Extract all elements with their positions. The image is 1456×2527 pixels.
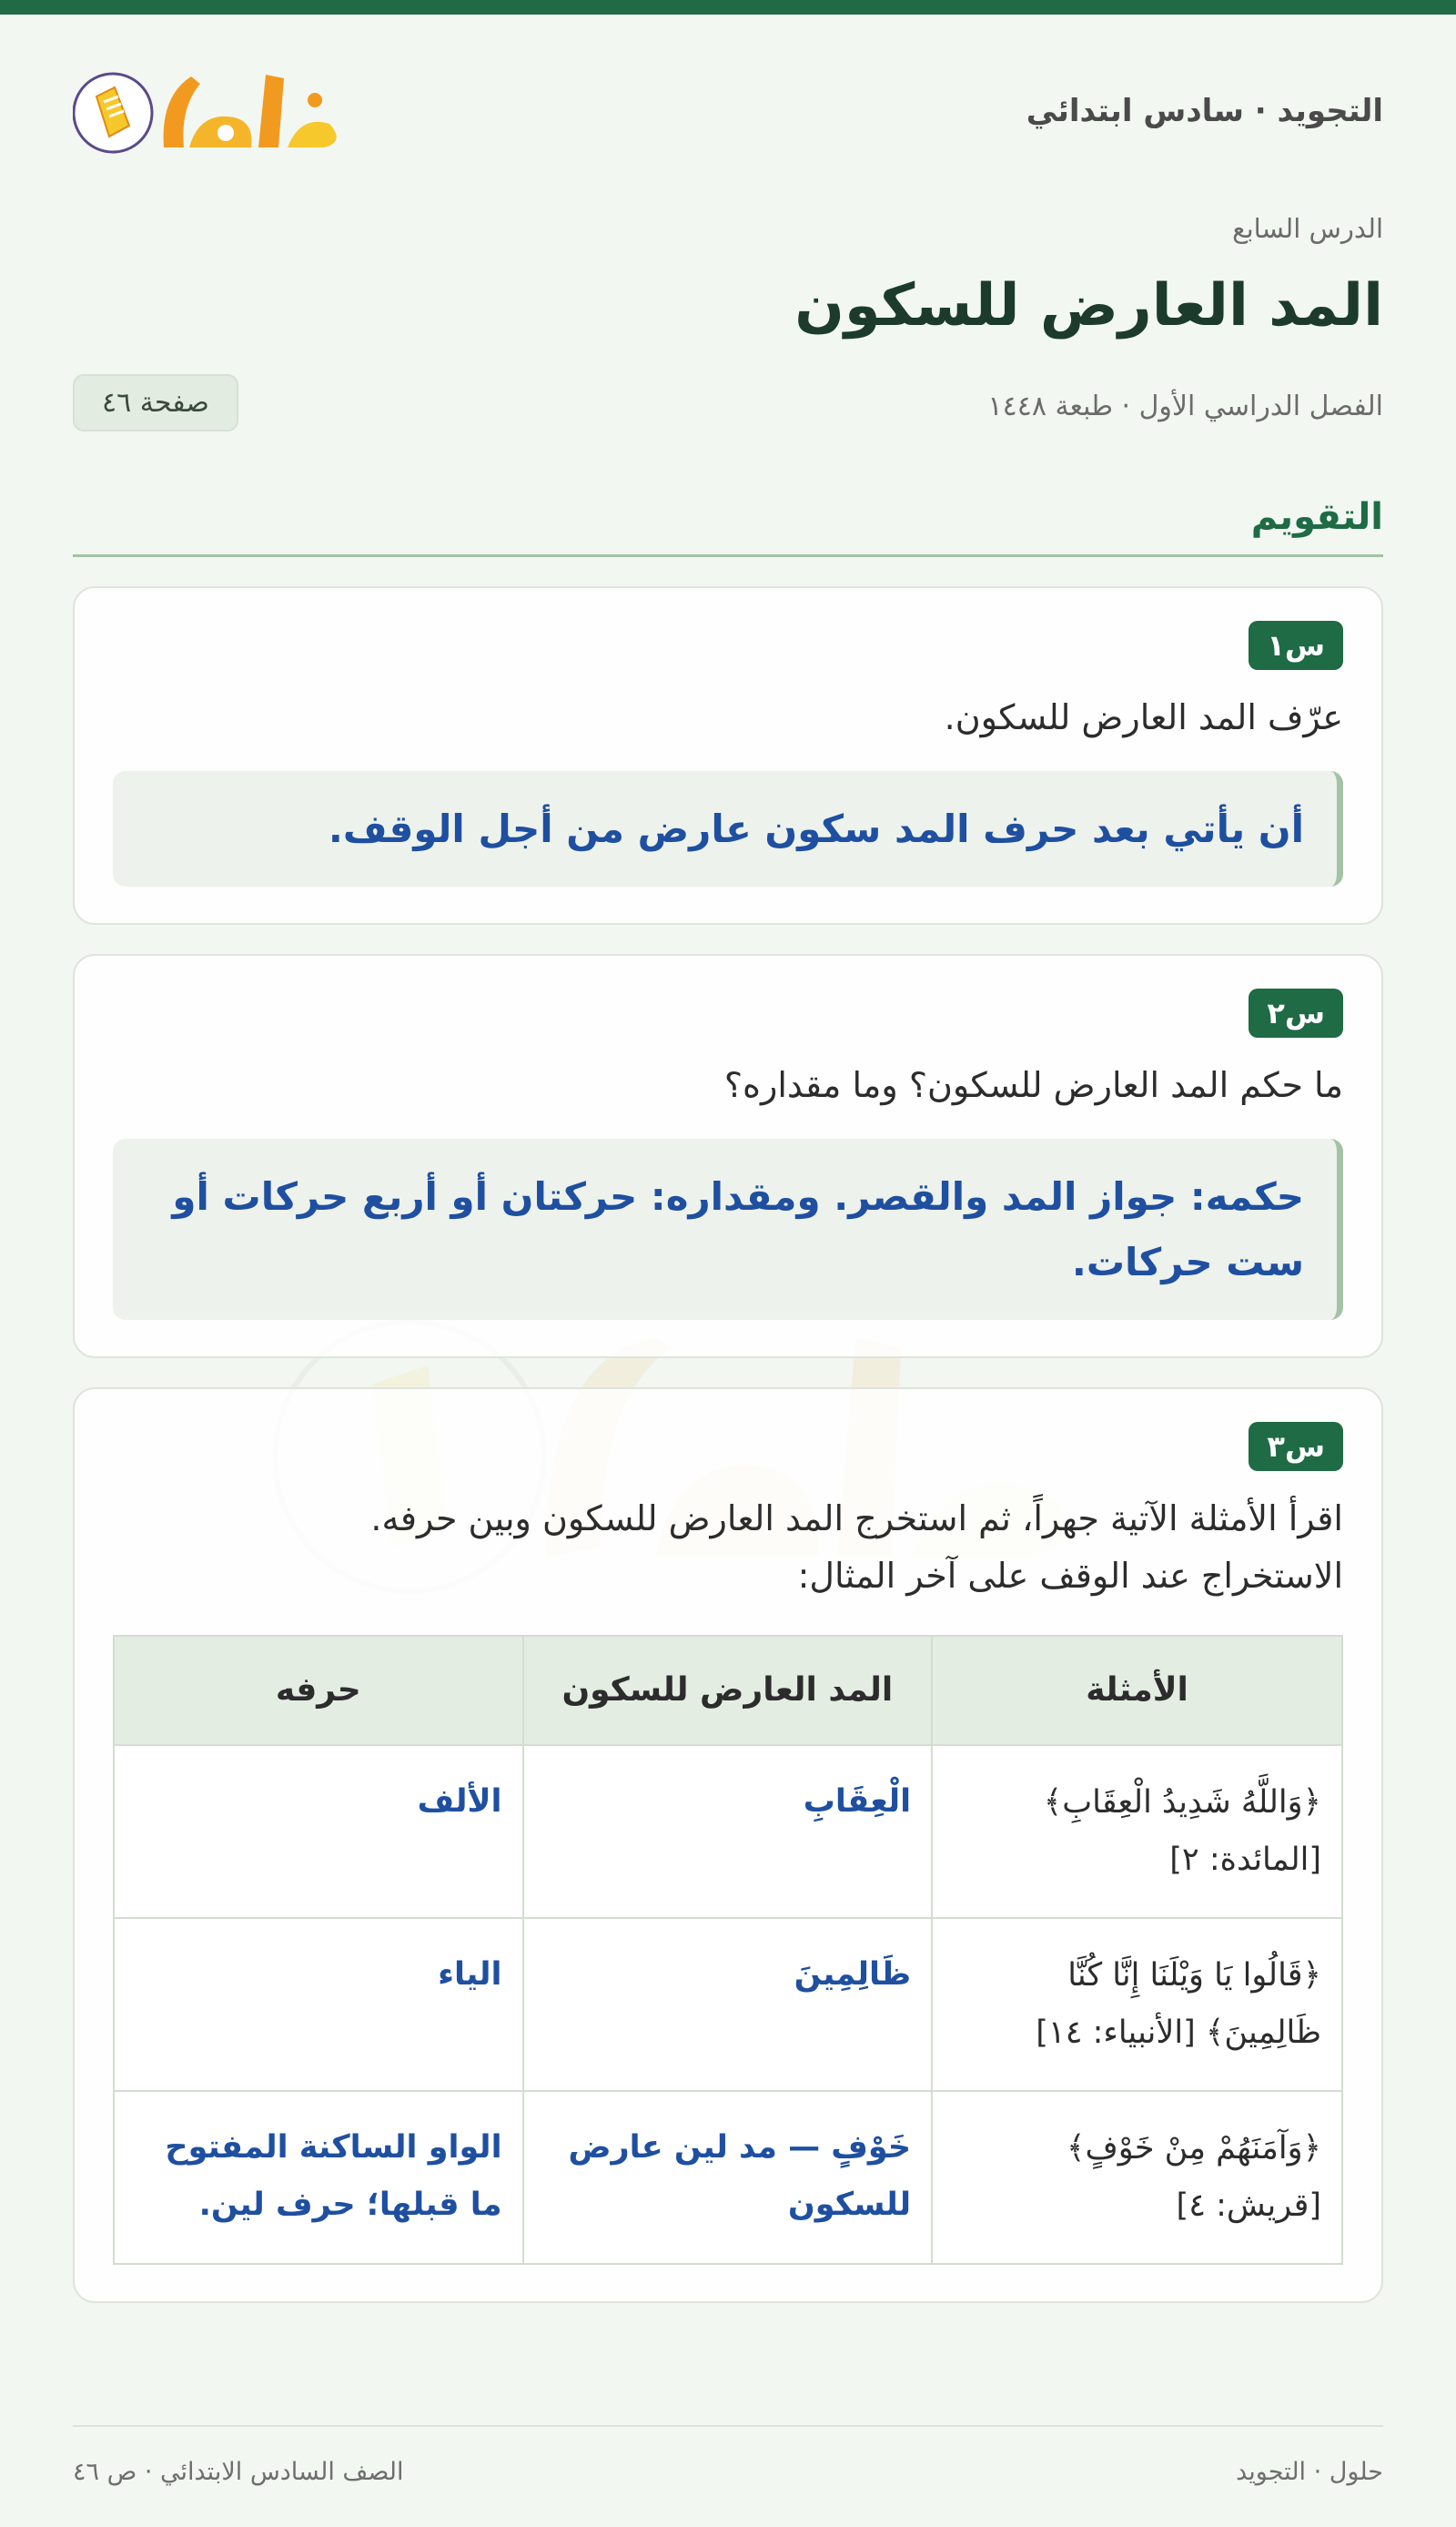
example-cell: ﴿وَآمَنَهُمْ مِنْ خَوْفٍ﴾ [قريش: ٤]: [932, 2091, 1342, 2264]
lesson-title: المد العارض للسكون: [794, 272, 1383, 340]
question-badge: س٢: [1249, 989, 1343, 1038]
answers-table: [113, 1635, 1343, 2265]
column-header-madd: المد العارض للسكون: [523, 1636, 933, 1745]
edition-info: الفصل الدراسي الأول · طبعة ١٤٤٨: [987, 390, 1383, 422]
example-cell: ﴿وَاللَّهُ شَدِيدُ الْعِقَابِ﴾ [المائدة: ٢]: [932, 1745, 1342, 1918]
table-header-row: [114, 1636, 1342, 1745]
table-row: [114, 2091, 1342, 2264]
example-cell: ﴿قَالُوا يَا وَيْلَنَا إِنَّا كُنَّا ظَالِمِينَ﴾ [الأنبياء: ١٤]: [932, 1918, 1342, 2091]
question-card-1: [73, 586, 1383, 925]
question-text: ما حكم المد العارض للسكون؟ وما مقداره؟: [723, 1065, 1343, 1106]
letter-cell: الألف: [114, 1745, 523, 1918]
letter-cell: الياء: [114, 1918, 523, 2091]
column-header-examples: الأمثلة: [932, 1636, 1342, 1745]
table-row: [114, 1745, 1342, 1918]
table-row: [114, 1918, 1342, 2091]
footer-grade-page: الصف السادس الابتدائي · ص ٤٦: [73, 2458, 404, 2486]
madd-cell: خَوْفٍ — مد لين عارض للسكون: [523, 2091, 933, 2264]
question-text: عرّف المد العارض للسكون.: [944, 696, 1343, 737]
page-header: [73, 15, 1383, 160]
top-accent-bar: [0, 0, 1456, 15]
section-title: التقويم: [73, 496, 1383, 557]
hulul-logo-icon: [73, 60, 346, 166]
page-content: [73, 15, 1383, 2303]
page-footer: [73, 2425, 1383, 2507]
madd-cell: ظَالِمِينَ: [523, 1918, 933, 2091]
lesson-number: الدرس السابع: [1232, 213, 1383, 244]
page-number-badge: صفحة ٤٦: [73, 374, 238, 431]
question-card-3: [73, 1387, 1383, 2303]
question-instruction: الاستخراج عند الوقف على آخر المثال:: [797, 1555, 1343, 1596]
question-badge: س١: [1249, 621, 1343, 670]
subject-line: التجويد · سادس ابتدائي: [1026, 93, 1383, 129]
letter-cell: الواو الساكنة المفتوح ما قبلها؛ حرف لين.: [114, 2091, 523, 2264]
question-card-2: [73, 954, 1383, 1358]
column-header-letter: حرفه: [114, 1636, 523, 1745]
lesson-meta: [73, 374, 1383, 440]
question-badge: س٣: [1249, 1422, 1343, 1471]
answer-box: أن يأتي بعد حرف المد سكون عارض من أجل الوقف.: [113, 771, 1343, 887]
question-text: اقرأ الأمثلة الآتية جهراً، ثم استخرج المد العارض للسكون وبين حرفه.: [370, 1497, 1343, 1538]
answer-box: حكمه: جواز المد والقصر. ومقداره: حركتان أو أربع حركات أو ست حركات.: [113, 1139, 1343, 1320]
footer-brand: حلول · التجويد: [1236, 2458, 1383, 2486]
madd-cell: الْعِقَابِ: [523, 1745, 933, 1918]
